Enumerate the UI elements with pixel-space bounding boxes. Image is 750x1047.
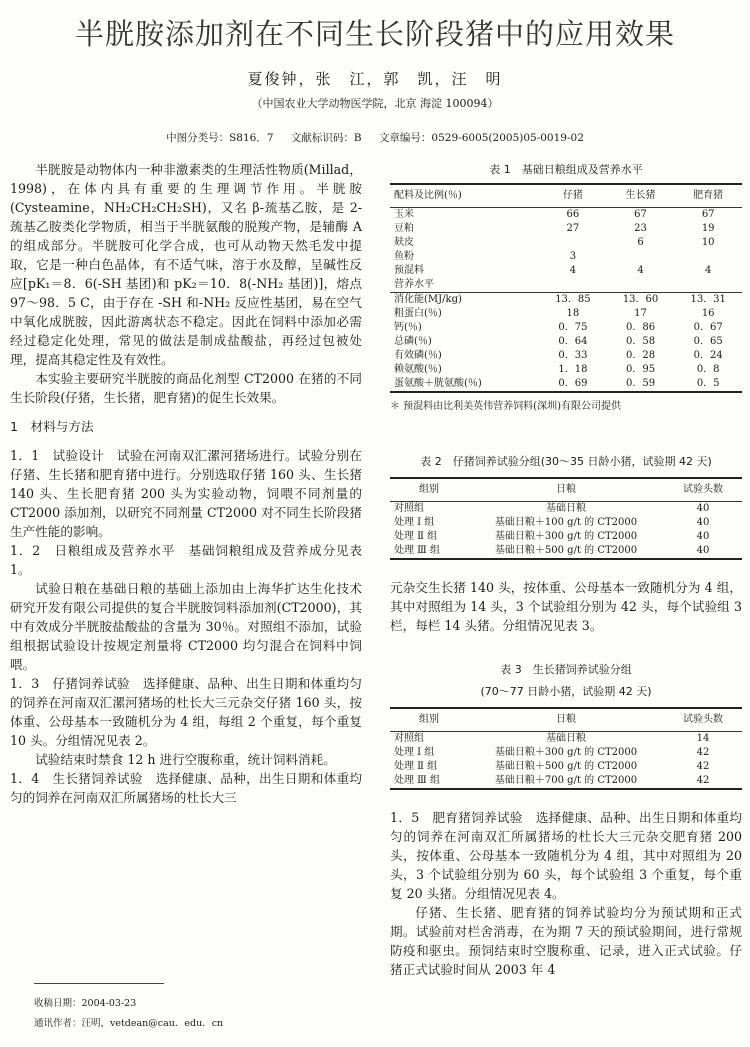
table-cell: 6 [637,237,644,248]
table-row [390,377,742,392]
table-cell: 处理 Ⅰ 组 [394,747,435,758]
table-row [390,363,742,377]
table-cell: 27 [566,223,580,234]
table-cell: 玉米 [394,209,414,220]
table-cell: 总磷(％) [394,336,432,347]
affiliation: （中国农业大学动物医学院，北京 海淀 100094） [251,97,499,110]
table-row [390,544,742,559]
table2-header: 组别 [390,478,468,502]
table-cell: 0．65 [693,336,723,347]
table-row [390,774,742,789]
corresponding-author: 通讯作者：汪明，vetdean@cau．edu．cn [34,1018,224,1029]
table-cell: 4 [569,265,577,276]
table-cell: 4 [637,265,644,276]
table-cell: 10 [701,237,715,248]
document-code: 文献标识码：B [290,132,362,144]
table-cell: 基础日粮＋100 g/t 的 CT2000 [494,517,638,528]
paragraph: 1．2 日粮组成及营养水平 基础饲粮组成及营养成分见表 1。 [10,543,362,577]
table-cell: 基础日粮＋300 g/t 的 CT2000 [494,531,638,542]
table-cell: 营养水平 [394,279,434,290]
table-cell: 麸皮 [394,237,414,248]
table1-header: 仔猪 [539,184,607,208]
table-row [390,293,742,308]
table-cell: 13．85 [539,293,607,308]
classification-line [0,130,750,145]
table3-subcaption: (70～77 日龄小猪，试验期 42 天) [480,685,652,698]
table2-caption: 表 2 仔猪饲养试验分组(30～35 日龄小猪，试验期 42 天) [420,455,712,468]
table-cell: 0．5 [674,377,742,392]
table1-header: 肥育猪 [674,184,742,208]
table-cell: 0．8 [696,364,720,375]
table-row [390,321,742,335]
table-cell: 16 [701,308,715,319]
table-cell: 处理 Ⅰ 组 [394,517,435,528]
table-cell: 基础日粮 [546,733,586,744]
table-row [390,250,742,264]
table-cell: 基础日粮 [546,503,586,514]
table-row [390,264,742,278]
table-cell: 18 [566,308,580,319]
table1 [390,183,742,393]
table-cell: 处理 Ⅲ 组 [390,774,468,789]
table-cell: 66 [566,209,580,220]
paragraph: 试验日粮在基础日粮的基础上添加由上海华扩达生化技术研究开发有限公司提供的复合半胱胺饲料添加剂(CT2000)，其中有效成分半胱胺盐酸盐的含量为 30％。对照组不添加，试验组根据试验设计按规定剂量将 CT2000 均匀混合在饲料中饲喂。 [10,581,362,672]
table-cell: 赖氨酸(％) [394,364,442,375]
article-title: 半胱胺添加剂在不同生长阶段猪中的应用效果 [74,17,675,51]
table-cell: 消化能(MJ/kg) [390,293,539,308]
paragraph: 1．3 仔猪饲养试验 选择健康、品种、出生日期和体重均匀的饲养在河南双汇漯河猪场的杜长大三元杂交仔猪 160 头，按体重、公母基本一致随机分为 4 组，每组 2 个重复，每个重复 10 头。分组情况见表 2。 [10,676,362,748]
table3-header: 试验头数 [664,708,742,732]
table-cell [674,250,742,264]
table-cell: 4 [704,265,712,276]
table-cell: 40 [696,503,710,514]
table-cell: 对照组 [394,733,424,744]
table-cell: 处理 Ⅲ 组 [390,544,468,559]
table-cell: 0．28 [626,350,656,361]
table3 [390,707,742,790]
table-cell: 0．75 [558,322,588,333]
table-cell: 0．69 [539,377,607,392]
article-number: 文章编号：0529-6005(2005)05-0019-02 [378,132,584,144]
table-cell: 42 [664,774,742,789]
table-cell: 0．95 [626,364,656,375]
table-cell [607,250,675,264]
clc-number: 中图分类号：S816．7 [166,132,274,144]
table2-header: 试验头数 [664,478,742,502]
table-cell: 处理 Ⅱ 组 [394,531,438,542]
table-cell: 1．18 [558,364,588,375]
table1-header: 生长猪 [607,184,675,208]
table-row [390,760,742,774]
paragraph: 1．5 肥育猪饲养试验 选择健康、品种、出生日期和体重均匀的饲养在河南双汇所属猪场的杜长大三元杂交肥育猪 200 头，按体重、公母基本一致随机分为 4 组，其中对照组为 20 头，3 个试验组分别为 60 头，每个试验组 3 个重复，每个重复 20 头猪。分组情况见表 4。 [390,810,742,901]
table-row [390,307,742,321]
table-cell: 0．33 [558,350,588,361]
table-cell: 基础日粮＋500 g/t 的 CT2000 [468,544,664,559]
table-cell: 0．64 [558,336,588,347]
table2 [390,477,742,560]
table-cell: 基础日粮＋300 g/t 的 CT2000 [494,747,638,758]
table1-caption: 表 1 基础日粮组成及营养水平 [489,163,643,176]
received-date: 收稿日期：2004-03-23 [34,998,137,1009]
table-cell: 14 [696,733,710,744]
table-cell: 处理 Ⅱ 组 [394,761,438,772]
table1-header: 配料及比例(％) [390,184,539,208]
paragraph: 本实验主要研究半胱胺的商品化剂型 CT2000 在猪的不同生长阶段(仔猪，生长猪，肥育猪)的促生长效果。 [10,371,362,405]
table-cell: 40 [664,544,742,559]
table-cell: 豆粕 [394,223,414,234]
table-cell: 粗蛋白(％) [394,308,442,319]
table-row [390,278,742,293]
table-row [390,746,742,760]
paragraph: 元杂交生长猪 140 头，按体重、公母基本一致随机分为 4 组，其中对照组为 14 头，3 个试验组分别为 42 头，每个试验组 3 栏，每栏 14 头猪。分组情况见表 3。 [390,580,742,633]
table-cell: 0．86 [626,322,656,333]
table-cell: 基础日粮＋700 g/t 的 CT2000 [468,774,664,789]
paragraph: 仔猪、生长猪、肥育猪的饲养试验均分为预试期和正式期。试验前对栏舍消毒，在为期 7 天的预试验期间，进行常规防疫和驱虫。预饲结束时空腹称重、记录，进入正式试验。仔猪正式试验时间从 2003 年 4 [390,905,742,977]
table2-block [390,452,742,560]
table-cell: 0．24 [693,350,723,361]
paragraph: 半胱胺是动物体内一种非激素类的生理活性物质(Millad，1998)，在体内具有重要的生理调节作用。半胱胺(Cysteamine，NH₂CH₂CH₂SH)，又名 β-巯基乙胺，是 2-巯基乙胺类化学物质，相当于半胱氨酸的脱羧产物，是辅酶 A 的组成部分。半胱胺可化学合成，也可从动物天然毛发中提取，它是一种白色晶体，有不适气味，溶于水及醇，呈碱性反应[pK₁＝8．6(-SH 基团)和 pK₂＝10．8(-NH₂ 基团)]，熔点97～98．5 C，由于存在 -SH 和-NH₂ 反应性基团，易在空气中氧化成胱胺，因此游离状态不稳定。因此在饲料中添加必需经过稳定化处理，常见的做法是制成盐酸盐，再经过包被处理，提高其稳定性及有效性。 [10,162,362,367]
table-cell: 17 [634,308,647,319]
table-cell: 67 [701,209,715,220]
table-cell: 13．31 [674,293,742,308]
table-cell: 67 [634,209,647,220]
table-cell: 13．60 [607,293,675,308]
table3-header: 日粮 [468,708,664,732]
table-cell: 42 [696,761,710,772]
paragraph: 1．4 生长猪饲养试验 选择健康、品种，出生日期和体重均匀的饲养在河南双汇所属猪场的杜长大三 [10,771,362,805]
table-row [390,732,742,747]
table1-block [390,160,742,416]
table-row [390,222,742,236]
authors: 夏俊钟，张 江，郭 凯，汪 明 [247,70,503,88]
table-cell: 0．58 [626,336,656,347]
table-cell: 对照组 [394,503,424,514]
table1-note: ＊ 预混料由比利美英伟营养饲料(深圳)有限公司提供 [390,401,621,412]
right-text-2 [390,808,742,979]
right-text-1 [390,578,742,635]
table2-header: 日粮 [468,478,664,502]
table-cell: 0．59 [607,377,675,392]
paragraph: 试验结束时禁食 12 h 进行空腹称重，统计饲料消耗。 [35,752,336,767]
table-cell: 钙(％) [394,322,422,333]
table-cell: 3 [569,251,577,262]
table-cell [674,278,742,293]
table-cell: 预混料 [394,265,424,276]
table-row [390,349,742,363]
paragraph: 1．1 试验设计 试验在河南双汇漯河猪场进行。试验分别在仔猪、生长猪和肥育猪中进行。分别选取仔猪 160 头、生长猪 140 头、生长肥育猪 200 头为实验动物，饲喂不同剂量的 CT2000 添加剂，以研究不同剂量 CT2000 对不同生长阶段猪生产性能的影响。 [10,448,362,539]
footnote [34,994,223,1034]
table-cell [539,278,607,293]
table-cell [607,278,675,293]
table-row [390,502,742,517]
table-row [390,236,742,250]
table3-block [390,660,742,790]
table-cell: 有效磷(％) [394,350,442,361]
table-cell: 40 [696,531,710,542]
table-cell [539,236,607,250]
table-cell: 19 [701,223,715,234]
table-row [390,530,742,544]
left-column [10,160,362,807]
section-heading: 1 材料与方法 [10,419,94,434]
table3-caption: 表 3 生长猪饲养试验分组 [500,663,632,676]
table-row [390,335,742,349]
table-cell: 42 [696,747,710,758]
table-cell: 40 [696,517,710,528]
table-cell: 23 [634,223,647,234]
table-cell: 0．67 [693,322,723,333]
table-row [390,208,742,223]
table-cell: 蛋氨酸＋胱氨酸(％) [390,377,539,392]
table-cell: 基础日粮＋500 g/t 的 CT2000 [494,761,638,772]
table-cell: 鱼粉 [394,251,414,262]
table3-header: 组别 [390,708,468,732]
footnote-rule [34,983,164,984]
table-row [390,516,742,530]
